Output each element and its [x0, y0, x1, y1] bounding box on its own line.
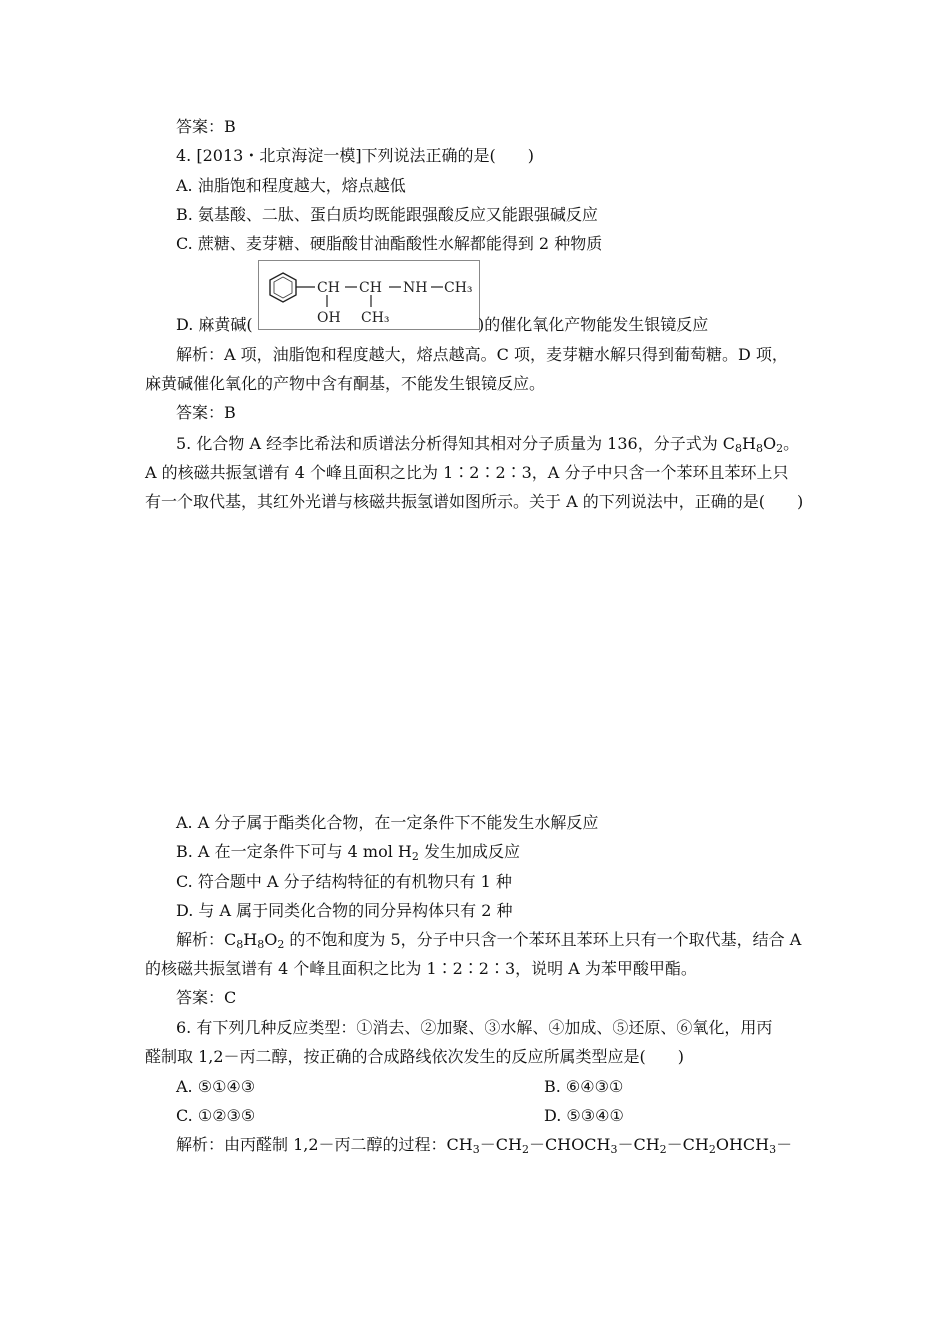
q4-stem: 4. [2013・北京海淀一模]下列说法正确的是( ) [176, 146, 535, 165]
q5-analysis-line-2: 的核磁共振氢谱有 4 个峰且面积之比为 1∶2∶2∶3，说明 A 为苯甲酸甲酯。 [145, 959, 697, 978]
label-ch-2: CH [359, 280, 382, 296]
q6-stem-line-1: 6. 有下列几种反应类型：①消去、②加聚、③水解、④加成、⑤还原、⑥氧化，用丙 [176, 1018, 773, 1037]
q5-answer: 答案：C [176, 988, 237, 1007]
q5-option-b: B. A 在一定条件下可与 4 mol $H_2$ 发生加成反应 [176, 842, 520, 863]
q3-answer: 答案：B [176, 117, 236, 136]
q4-option-b: B. 氨基酸、二肽、蛋白质均既能跟强酸反应又能跟强碱反应 [176, 205, 598, 224]
q4-option-d-suffix: )的催化氧化产物能发生银镜反应 [478, 315, 709, 334]
q5-option-c: C. 符合题中 A 分子结构特征的有机物只有 1 种 [176, 872, 512, 891]
label-oh: OH [317, 310, 341, 326]
q5-option-a: A. A 分子属于酯类化合物，在一定条件下不能发生水解反应 [176, 813, 599, 832]
q6-option-a: A. ⑤①④③ [176, 1077, 256, 1096]
q6-option-c: C. ①②③⑤ [176, 1106, 256, 1125]
q5-stem-line-3: 有一个取代基，其红外光谱与核磁共振氢谱如图所示。关于 A 的下列说法中，正确的是( ) [145, 492, 804, 511]
ephedrine-structure-figure [258, 260, 480, 330]
q6-option-d: D. ⑤③④① [544, 1106, 624, 1125]
q5-option-d: D. 与 A 属于同类化合物的同分异构体只有 2 种 [176, 901, 513, 920]
benzene-inner-ring [274, 277, 292, 298]
q5-stem-line-1: 5. 化合物 A 经李比希法和质谱法分析得知其相对分子质量为 136，分子式为 $C_8H_8O_2$。 [176, 434, 800, 455]
q4-analysis-line-2: 麻黄碱催化氧化的产物中含有酮基，不能发生银镜反应。 [145, 374, 546, 393]
q4-analysis-line-1: 解析：A 项，油脂饱和程度越大，熔点越高。C 项，麦芽糖水解只得到葡萄糖。D 项， [176, 345, 788, 364]
q4-option-c: C. 蔗糖、麦芽糖、硬脂酸甘油酯酸性水解都能得到 2 种物质 [176, 234, 603, 253]
q4-option-a: A. 油脂饱和程度越大，熔点越低 [176, 176, 406, 195]
q4-answer: 答案：B [176, 403, 236, 422]
label-ch3-n: CH₃ [444, 280, 473, 296]
q6-analysis: 解析：由丙醛制 1,2－丙二醇的过程：$CH_3-CH_2-CHOCH_3-CH_2-CH_2OHCH_3-$ [176, 1135, 793, 1156]
label-nh: NH [403, 280, 428, 296]
q5-stem-line-2: A 的核磁共振氢谱有 4 个峰且面积之比为 1∶2∶2∶3，A 分子中只含一个苯环且苯环上只 [145, 463, 789, 482]
ephedrine-structure-svg [259, 261, 479, 329]
q6-option-b: B. ⑥④③① [544, 1077, 624, 1096]
q6-stem-line-2: 醛制取 1,2－丙二醇，按正确的合成路线依次发生的反应所属类型应是( ) [145, 1047, 685, 1066]
spectra-figure-area [145, 520, 805, 800]
label-ch3-c: CH₃ [361, 310, 390, 326]
q4-option-d-prefix: D. 麻黄碱( [176, 315, 253, 334]
q5-analysis-line-1: 解析：$C_8H_8O_2$ 的不饱和度为 5，分子中只含一个苯环且苯环上只有一个取代基，结合 A [176, 930, 802, 951]
label-ch-1: CH [317, 280, 340, 296]
